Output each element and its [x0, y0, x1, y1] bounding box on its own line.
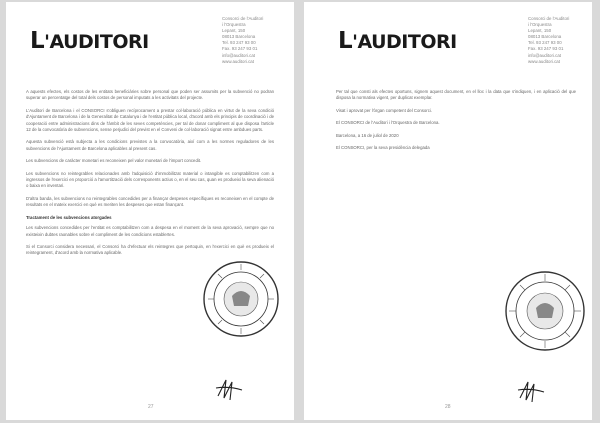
document-page-left: [6, 2, 294, 420]
paragraph: Les subvencions no reintegrables relacionades amb l'adquisició d'immobilitzat material o intangible es comptabilitzen com a ingressos de l'exercici en proporció a l'amortització dels corresponents actius o, en el seu cas, quan es produeixi la seva alienació o baixa en inventari.: [26, 170, 274, 189]
handwritten-signature: [516, 378, 546, 404]
paragraph: Si el Consorci considera necessari, el Consorci ha d'efectuar els reintegres que pertoquin, en l'exercici en què es produeix el reintegrament, d'acord amb la normativa aplicable.: [26, 243, 274, 256]
paragraph: El CONSORCI de l'Auditori i l'Orquestra de Barcelona.: [336, 120, 440, 126]
official-seal-stamp: [202, 260, 280, 338]
document-page-right: [304, 2, 592, 420]
page-number: 27: [148, 404, 154, 410]
section-heading: Tractament de les subvencions atorgades: [26, 214, 112, 220]
paragraph: D'altra banda, les subvencions no reintegrables concedides per a finançar despeses específiques es reconeixen en el compte de resultats en el mateix exercici en què es meriten les despeses que estan finançant.: [26, 195, 274, 208]
paragraph: Les subvencions concedides per l'entitat es comptabilitzen com a despesa en el moment de la seva aprovació, sempre que no existeixin dubtes raonables sobre el compliment de les condicions establertes.: [26, 225, 274, 237]
official-seal-stamp: [504, 270, 586, 352]
paragraph: Les subvencions de caràcter monetari es reconeixen pel valor monetari de l'import concedit.: [26, 158, 202, 164]
handwritten-signature: [214, 376, 244, 402]
paragraph: Barcelona, a 16 de juliol de 2020: [336, 132, 399, 138]
paragraph: Per tal que consti als efectes oportuns, signem aquest document, en el lloc i la data que s'indiquen, i en aplicació del que disposa la normativa vigent, per duplicat exemplar.: [336, 89, 576, 101]
auditori-logo: L'AUDITORI: [338, 28, 457, 54]
paragraph: El CONSORCI, per la seva presidència delegada: [336, 145, 430, 151]
page-number: 28: [445, 404, 451, 410]
paragraph: A aquests efectes, els costos de les entitats beneficiàries sobre personal que poden ser assumits per la subvenció no podran superar un percentatge del total dels costos de personal imputats a les activitats del projecte.: [26, 89, 274, 101]
auditori-logo: L'AUDITORI: [30, 28, 149, 54]
paragraph: L'Auditori de Barcelona i el CONSORCI s'obliguen recíprocament a prestar col·laboració pública en virtut de la seva condició d'Ajuntament de Barcelona i de la Generalitat de Catalunya i de l'entitat pública local, d'acord amb els principis de coordinació i de cooperació entre administracions dins de l'àmbit de les seves competències, per tal de donar compliment al que disposa l'article 12 de la convocatòria de subvencions, sense perjudici del previst en el Conveni de col·laboració signat entre ambdues parts.: [26, 107, 274, 133]
address-block: Consorci de l'Auditori i l'Orquestra Lepant, 150 08013 Barcelona Tel. 93 247 93 00 Fax. 93 247 93 01 info@auditori.cat www.auditori.cat: [222, 16, 264, 64]
body-text: [26, 89, 274, 263]
body-text: [336, 89, 576, 157]
paragraph: Visat i aprovat per l'òrgan competent del Consorci.: [336, 107, 433, 113]
address-block: Consorci de l'Auditori i l'Orquestra Lepant, 150 08013 Barcelona Tel. 93 247 93 00 Fax. 93 247 93 01 info@auditori.cat www.auditori.cat: [528, 16, 570, 64]
paragraph: Aquesta subvenció està subjecta a les condicions previstes a la convocatòria, així com a les normes reguladores de les subvencions de l'Ajuntament de Barcelona aplicables al present cas.: [26, 139, 274, 151]
